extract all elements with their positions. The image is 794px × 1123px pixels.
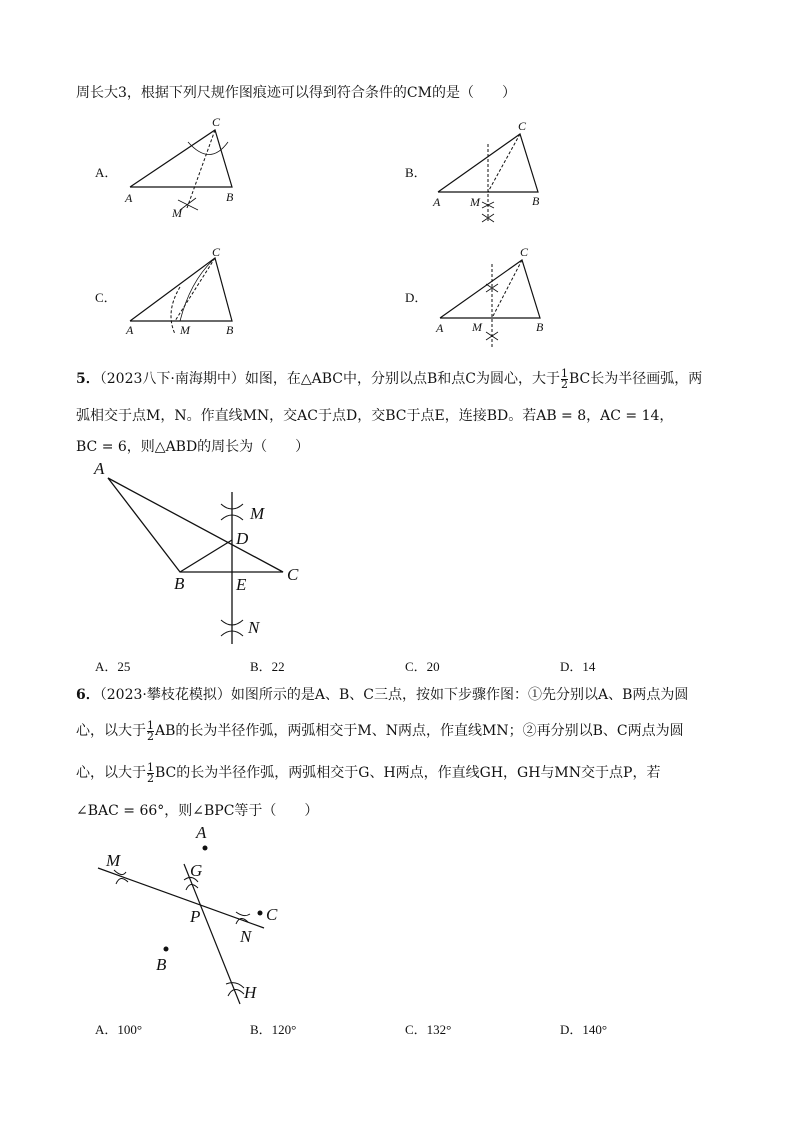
q4-option-c-label: C． [95,290,117,305]
q4b-label-b: B [532,194,540,208]
q5-label-e: E [236,575,247,594]
q5-fraction: $\frac{1}{2}$ [560,366,568,391]
q6-answer-b: B．120° [250,1022,297,1037]
q5-figure [88,458,318,650]
q6-line-1 [76,684,688,704]
q5-line-2: 弧相交于点M，N。作直线MN，交AC于点D，交BC于点E，连接BD。若AB = 8，AC = 14， [76,408,674,424]
q6-answer-a: A．100° [95,1022,143,1037]
q6-source: （2023·攀枝花模拟） [99,687,231,703]
q6-line-4: ∠BAC = 66°，则∠BPC等于（ ） [76,803,319,819]
q4d-label-a: A [436,321,444,335]
q4c-label-a: A [126,323,134,337]
q4a-label-m: M [172,206,182,220]
q5-answer-a: A．25 [95,659,131,674]
q5-text-1a: 如图，在△ABC中，分别以点B和点C为圆心，大于 [244,371,560,387]
q6-fraction-2: $\frac{1}{2}$ [147,760,154,785]
q6-label-h: H [244,983,257,1002]
q4b-label-c: C [518,119,527,133]
q5-label-a: A [94,459,105,478]
q4-option-d-label: D． [405,290,428,305]
q5-answer-b: B．22 [250,659,285,674]
q5-answer-d: D．14 [560,659,596,674]
q4-figure-a [120,112,250,222]
q4a-label-a: A [125,191,133,205]
q6-label-g: G [190,861,203,880]
q4-figure-b [430,116,560,228]
q5-number: 5． [76,371,100,387]
q4c-label-b: B [226,323,234,337]
q4a-label-c: C [212,115,221,129]
q5-line-3: BC = 6，则△ABD的周长为（ ） [76,439,310,455]
q5-label-d: D [236,529,249,548]
q5-label-c: C [287,565,299,584]
q4b-label-m: M [470,195,480,209]
q6-figure [90,824,290,1010]
q5-label-b: B [174,574,185,593]
q6-text-1: 如图所示的是A、B、C三点，按如下步骤作图：①先分别以A、B两点为圆 [230,687,689,703]
q5-line-1 [76,368,702,390]
q5-answer-c: C．20 [405,659,440,674]
q4-figure-c [120,242,250,342]
q6-label-a: A [196,823,207,842]
q6-answer-d: D．140° [560,1022,608,1037]
q4c-label-m: M [180,323,190,337]
q4c-label-c: C [212,245,221,259]
q6-line-2: 心，以大于 $\frac{1}{2}$ AB的长为半径作弧，两弧相交于M、N两点，作直线MN；②再分别以B、C两点为圆 [76,718,684,743]
q4d-label-c: C [520,245,529,259]
q4a-label-b: B [226,190,234,204]
q6-label-n: N [240,927,252,946]
q5-label-n: N [248,618,260,637]
q4-option-a-label: A． [95,165,118,180]
q6-label-c: C [266,905,278,924]
q4-figure-d [430,242,560,354]
q6-label-m: M [106,851,121,870]
q6-answer-c: C．132° [405,1022,452,1037]
q4-stem: 周长大3，根据下列尺规作图痕迹可以得到符合条件的CM的是（ ） [76,85,516,101]
q4b-label-a: A [433,195,441,209]
q4d-label-b: B [536,320,544,334]
q6-fraction-1: $\frac{1}{2}$ [147,718,154,743]
q5-text-1b: BC长为半径画弧，两 [568,371,703,387]
q4-option-b-label: B． [405,165,427,180]
q6-number: 6． [76,687,100,703]
q5-label-m: M [250,504,265,523]
q6-label-b: B [156,955,167,974]
q6-label-p: P [190,907,201,926]
q4d-label-m: M [472,320,482,334]
q6-line-3: 心，以大于 $\frac{1}{2}$ BC的长为半径作弧，两弧相交于G、H两点，作直线GH，GH与MN交于点P，若 [76,760,661,785]
q5-source: （2023八下·南海期中） [99,371,245,387]
